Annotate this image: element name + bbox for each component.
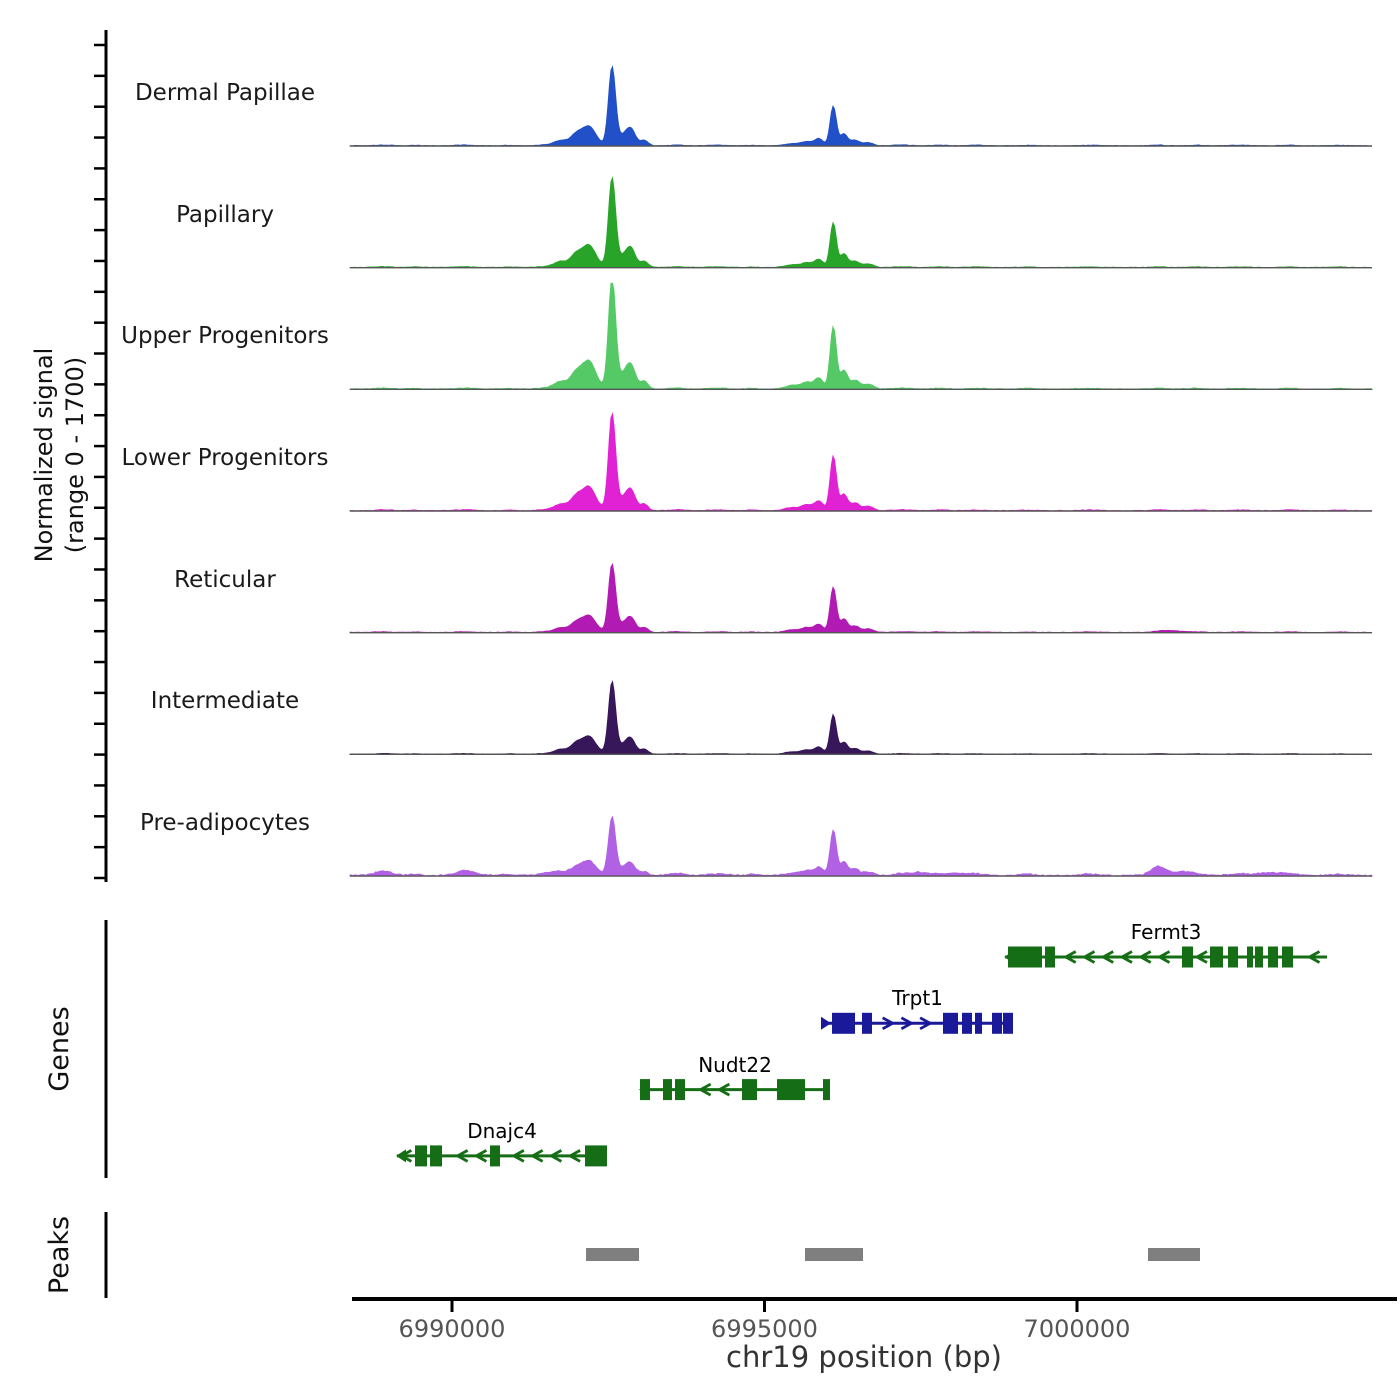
exon (1045, 947, 1055, 968)
signal-area-0 (350, 67, 1372, 146)
track-label-dermal-papillae: Dermal Papillae (134, 80, 316, 106)
x-tick-label-6990000: 6990000 (398, 1315, 506, 1343)
peaks-axis-label: Peaks (44, 1215, 75, 1295)
exon (992, 1013, 1002, 1034)
gene-dnajc4 (396, 1145, 607, 1166)
exon (675, 1079, 685, 1100)
signal-y-axis-label-line1: Normalized signal (30, 347, 58, 563)
signal-y-axis-label (29, 285, 91, 625)
exon (1003, 1013, 1013, 1034)
gene-label-trpt1: Trpt1 (892, 986, 943, 1011)
exon (585, 1145, 607, 1166)
track-label-reticular: Reticular (174, 566, 276, 593)
exon (777, 1079, 805, 1100)
exon (1247, 947, 1253, 968)
exon (1008, 947, 1042, 968)
track-label-upper-progenitors: Upper Progenitors (121, 323, 329, 350)
exon (1282, 947, 1293, 968)
gene-label-nudt22: Nudt22 (698, 1052, 772, 1077)
gene-start-arrow-icon (821, 1017, 831, 1030)
exon (415, 1145, 427, 1166)
exon (1228, 947, 1238, 968)
signal-tracks (350, 67, 1372, 876)
track-label-lower-progenitors: Lower Progenitors (121, 445, 329, 471)
track-label-pre-adipocytes: Pre-adipocytes (139, 810, 311, 837)
signal-area-1 (350, 178, 1372, 268)
exon (490, 1145, 500, 1166)
signal-y-axis-label-line2: (range 0 - 1700) (61, 356, 89, 554)
exon (663, 1079, 672, 1100)
exon (1268, 947, 1278, 968)
exon (832, 1013, 855, 1034)
peak-bar (586, 1248, 639, 1261)
x-axis-title: chr19 position (bp) (726, 1340, 1002, 1374)
exon (640, 1079, 650, 1100)
gene-nudt22 (639, 1079, 830, 1100)
signal-area-3 (350, 414, 1372, 511)
peaks-track (586, 1248, 1200, 1261)
signal-area-4 (350, 564, 1372, 632)
exon (430, 1145, 442, 1166)
genes-axis-label: Genes (44, 1006, 75, 1092)
x-tick-label-7000000: 7000000 (1023, 1315, 1131, 1343)
gene-trpt1 (821, 1013, 1013, 1034)
signal-area-2 (350, 283, 1372, 389)
exon (1255, 947, 1263, 968)
gene-end-arrow-icon (396, 1149, 406, 1162)
exon (742, 1079, 757, 1100)
signal-area-5 (350, 682, 1372, 755)
exon (862, 1013, 872, 1034)
gene-fermt3 (1004, 947, 1327, 968)
track-label-papillary: Papillary (176, 201, 274, 228)
exon (1210, 947, 1223, 968)
peak-bar (1148, 1248, 1200, 1261)
exon (823, 1079, 830, 1100)
exon (962, 1013, 972, 1034)
x-tick-label-6995000: 6995000 (711, 1315, 818, 1343)
exon (1182, 947, 1193, 968)
peak-bar (805, 1248, 863, 1261)
signal-area-6 (350, 817, 1372, 876)
gene-label-dnajc4: Dnajc4 (467, 1118, 537, 1143)
track-label-intermediate: Intermediate (150, 688, 300, 715)
exon (975, 1013, 982, 1034)
gene-label-fermt3: Fermt3 (1130, 920, 1202, 944)
exon (943, 1013, 958, 1034)
